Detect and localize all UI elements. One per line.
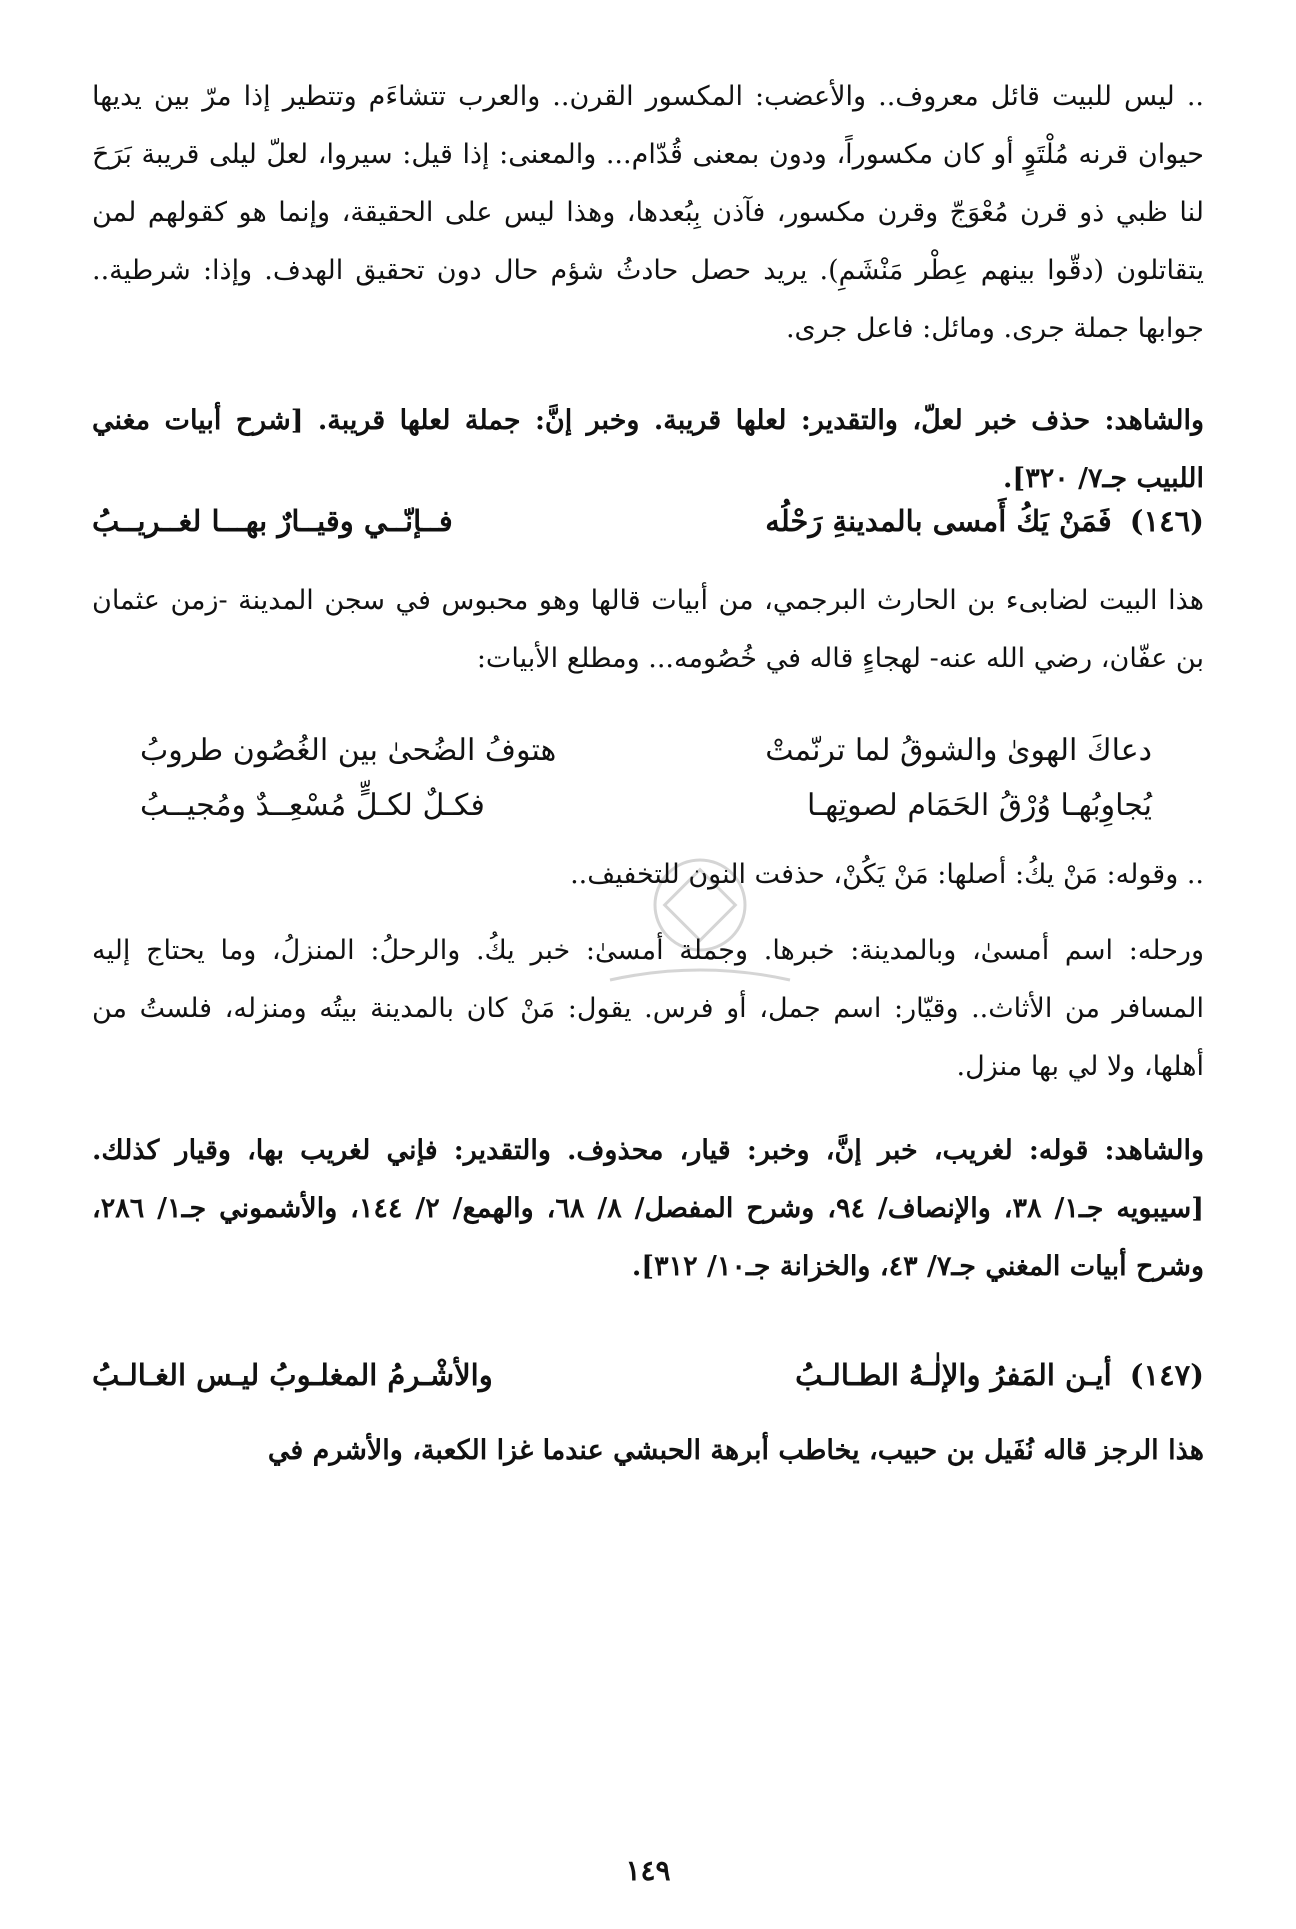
paragraph-grammar-note: .. وقوله: مَنْ يكُ: أصلها: مَنْ يَكُنْ، حذفت النون للتخفيف..	[570, 859, 1204, 890]
page-number: ١٤٩	[625, 1854, 671, 1887]
paragraph-evidence: والشاهد: حذف خبر لعلّ، والتقدير: لعلها قريبة. وخبر إنَّ: جملة لعلها قريبة. [شرح أبيات مغني اللبيب جـ٧/ ٣٢٠].	[92, 405, 1204, 494]
verse-number: (١٤٧)	[1129, 1358, 1204, 1392]
first-hemistich: يُجاوِبُهـا وُرْقُ الحَمَام لصوتِهـا	[807, 788, 1152, 823]
second-hemistich: فــإنّــي وقيــارٌ بهـــا لغــريــبُ	[92, 504, 453, 538]
second-hemistich: فكـلٌ لكـلٍّ مُسْعِــدٌ ومُجيــبُ	[140, 788, 485, 823]
paragraph-explanation: ورحله: اسم أمسىٰ، وبالمدينة: خبرها. وجملة أمسىٰ: خبر يكُ. والرحلُ: المنزلُ، وما يحتاج إليه المسافر من الأثاث.. وقيّار: اسم جمل، أو فرس. يقول: مَنْ كان بالمدينة بيتُه ومنزله، فلستُ من أهلها، ولا لي بها منزل.	[92, 935, 1204, 1082]
paragraph-attribution: هذا البيت لضابىء بن الحارث البرجمي، من أبيات قالها وهو محبوس في سجن المدينة -زمن عثمان بن عفّان، رضي الله عنه- لهجاءٍ قاله في خُصُومه... ومطلع الأبيات:	[92, 585, 1204, 674]
second-hemistich: والأشْـرمُ المغلـوبُ ليـس الغـالـبُ	[92, 1358, 493, 1392]
paragraph-commentary: .. ليس للبيت قائل معروف.. والأعضب: المكسور القرن.. والعرب تتشاءَم وتتطير إذا مرّ بين يديها حيوان قرنه مُلْتَوٍ أو كان مكسوراً، ودون بمعنى قُدّام... والمعنى: إذا قيل: سيروا، لعلّ ليلى قريبة بَرَحَ لنا ظبي ذو قرن مُعْوَجّ وقرن مكسور، فآذن بِبُعدها، وهذا ليس على الحقيقة، وإنما هو كقولهم لمن يتقاتلون (دقّوا بينهم عِطْر مَنْشَمِ). يريد حصل حادثُ شؤم حال دون تحقيق الهدف. وإذا: شرطية.. جوابها جملة جرى. ومائل: فاعل جرى.	[92, 81, 1204, 344]
second-hemistich: هتوفُ الضُحىٰ بين الغُصُون طروبُ	[140, 733, 557, 768]
first-hemistich: أيـن المَفرُ والإلٰـهُ الطـالـبُ	[795, 1358, 1112, 1392]
verse-heading-147	[92, 1346, 1204, 1404]
paragraph-evidence-references: والشاهد: قوله: لغريب، خبر إنَّ، وخبر: قيار، محذوف. والتقدير: فإني لغريب بها، وقيار كذلك. [سيبويه جـ١/ ٣٨، والإنصاف/ ٩٤، وشرح المفصل/ ٨/ ٦٨، والهمع/ ٢/ ١٤٤، والأشموني جـ١/ ٢٨٦، وشرح أبيات المغني جـ٧/ ٤٣، والخزانة جـ١٠/ ٣١٢].	[92, 1135, 1205, 1282]
verse-heading-146	[92, 492, 1204, 550]
first-hemistich: فَمَنْ يَكُ أَمسى بالمدينةِ رَحْلُه	[765, 504, 1112, 538]
verse-line-2	[140, 777, 1152, 835]
first-hemistich: دعاكَ الهوىٰ والشوقُ لما ترنّمتْ	[765, 733, 1152, 768]
verse-line-1	[140, 722, 1152, 780]
paragraph-rajaz-intro: هذا الرجز قاله نُفَيل بن حبيب، يخاطب أبرهة الحبشي عندما غزا الكعبة، والأشرم في	[267, 1435, 1204, 1466]
verse-number: (١٤٦)	[1129, 504, 1204, 538]
